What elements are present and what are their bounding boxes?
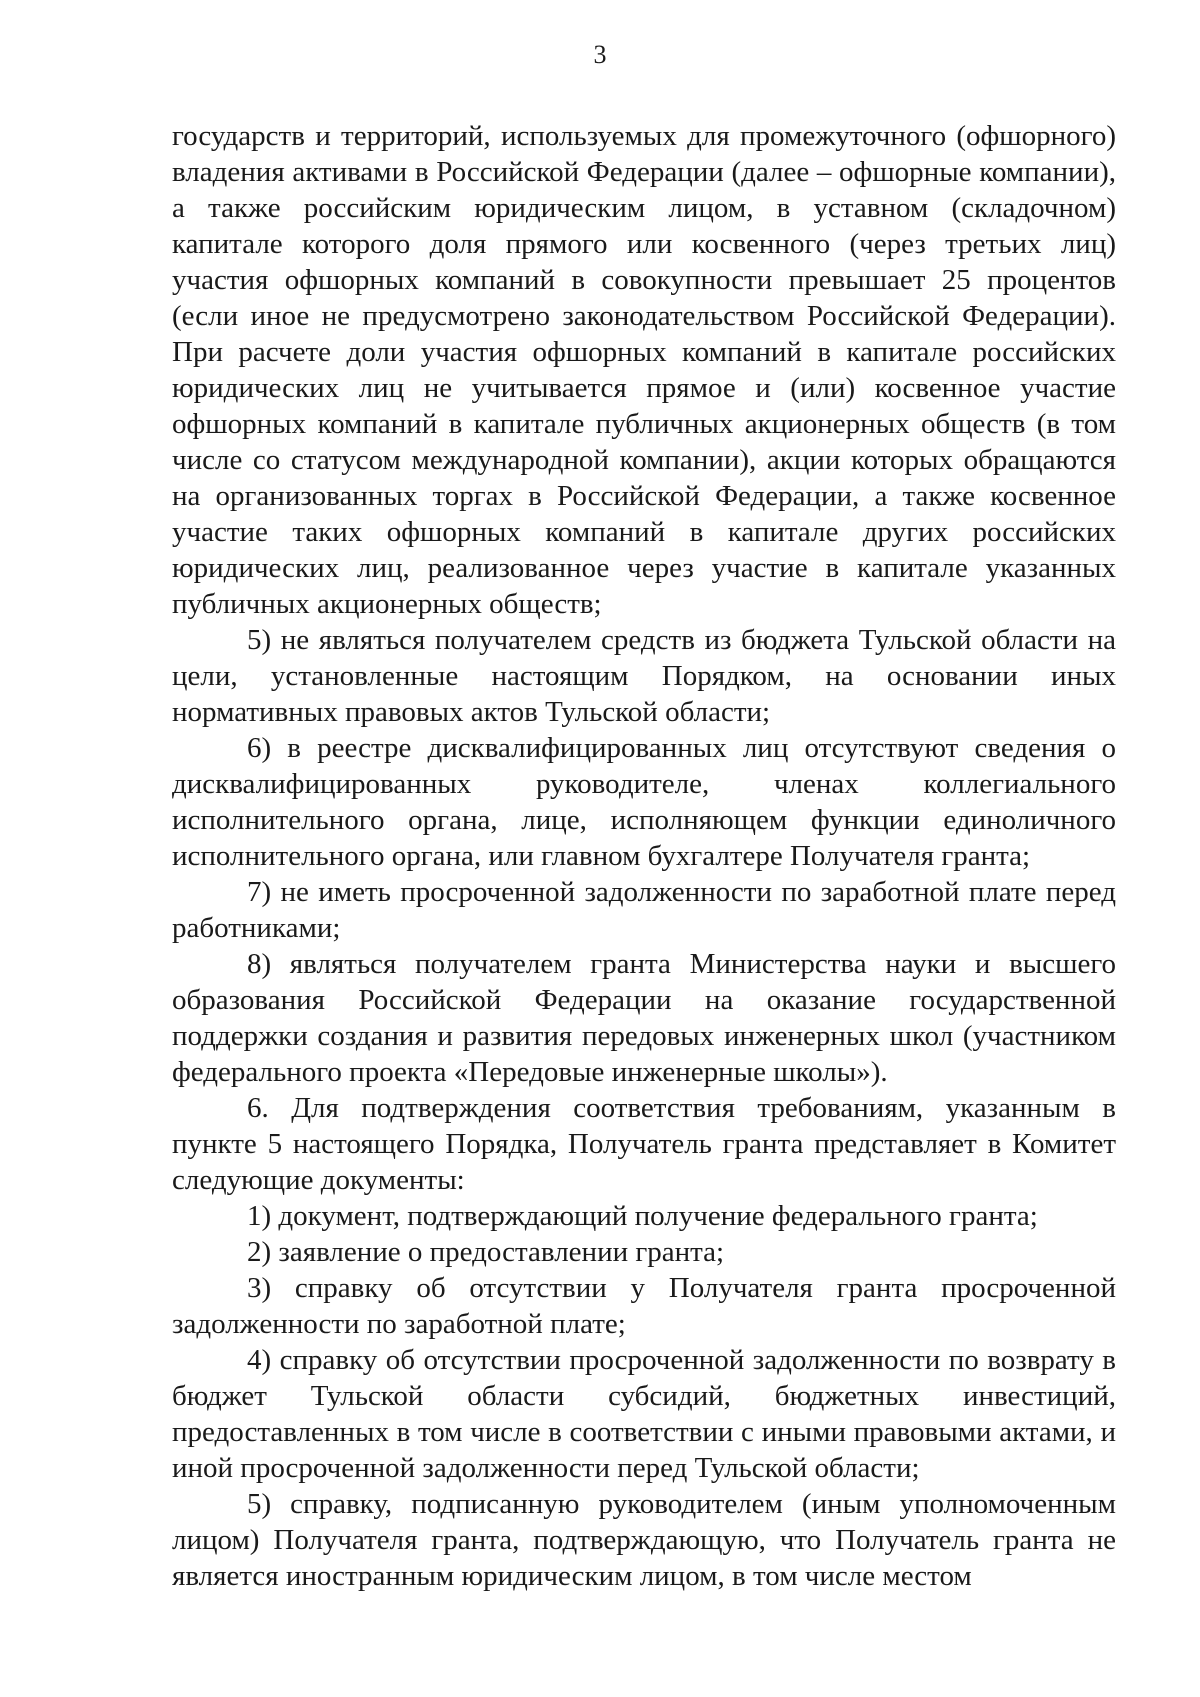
paragraph-doc-2: 2) заявление о предоставлении гранта; [247,1236,725,1268]
paragraph-item-5-budget: 5) не являться получателем средств из бюджета Тульской области на цели, установленные настоящим Порядком, на основании иных нормативных правовых актов Тульской области; [172,624,1116,728]
paragraph-item-7-wages: 7) не иметь просроченной задолженности по заработной плате перед работниками; [172,876,1116,944]
document-body [172,118,1116,1594]
paragraph-section-6: 6. Для подтверждения соответствия требованиям, указанным в пункте 5 настоящего Порядка, Получатель гранта представляет в Комитет следующие документы: [172,1092,1116,1196]
page-number: 3 [593,40,607,69]
paragraph-doc-3: 3) справку об отсутствии у Получателя гранта просроченной задолженности по заработной плате; [172,1272,1116,1340]
paragraph-doc-4: 4) справку об отсутствии просроченной задолженности по возврату в бюджет Тульской области субсидий, бюджетных инвестиций, предоставленных в том числе в соответствии с иными правовыми актами, и иной просроченной задолженности перед Тульской области; [172,1344,1116,1484]
paragraph-doc-5: 5) справку, подписанную руководителем (иным уполномоченным лицом) Получателя гранта, подтверждающую, что Получатель гранта не является иностранным юридическим лицом, в том числе местом [172,1488,1116,1592]
paragraph-item-6-disqualified: 6) в реестре дисквалифицированных лиц отсутствуют сведения о дисквалифицированных руководителе, членах коллегиального исполнительного органа, лице, исполняющем функции единоличного исполнительного органа, или главном бухгалтере Получателя гранта; [172,732,1116,872]
paragraph-doc-1: 1) документ, подтверждающий получение федерального гранта; [247,1200,1038,1232]
paragraph-item-8-grant-recipient: 8) являться получателем гранта Министерства науки и высшего образования Российской Федерации на оказание государственной поддержки создания и развития передовых инженерных школ (участником федерального проекта «Передовые инженерные школы»). [172,948,1116,1088]
paragraph-offshore-continuation: государств и территорий, используемых для промежуточного (офшорного) владения активами в Российской Федерации (далее – офшорные компании), а также российским юридическим лицом, в уставном (складочном) капитале которого доля прямого или косвенного (через третьих лиц) участия офшорных компаний в совокупности превышает 25 процентов (если иное не предусмотрено законодательством Российской Федерации). При расчете доли участия офшорных компаний в капитале российских юридических лиц не учитывается прямое и (или) косвенное участие офшорных компаний в капитале публичных акционерных обществ (в том числе со статусом международной компании), акции которых обращаются на организованных торгах в Российской Федерации, а также косвенное участие таких офшорных компаний в капитале других российских юридических лиц, реализованное через участие в капитале указанных публичных акционерных обществ; [172,120,1116,620]
